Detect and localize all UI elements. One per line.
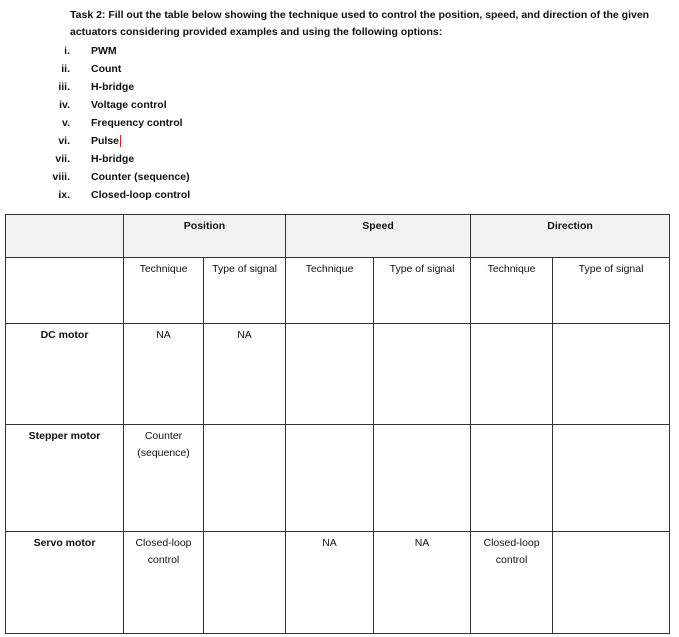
table-cell[interactable]: Closed-loop control	[471, 532, 553, 634]
option-label: H-bridge	[91, 81, 135, 93]
table-cell[interactable]: NA	[286, 532, 374, 634]
table-row	[6, 532, 670, 634]
table-cell[interactable]	[553, 532, 670, 634]
table-cell[interactable]: NA	[124, 324, 204, 425]
table-cell[interactable]	[204, 532, 286, 634]
option-label: Frequency control	[91, 117, 183, 129]
actuator-control-table	[5, 214, 670, 634]
table-row	[6, 324, 670, 425]
option-item	[40, 150, 190, 168]
table-cell[interactable]: Counter (sequence)	[124, 425, 204, 532]
table-cell[interactable]: Closed-loop control	[124, 532, 204, 634]
table-cell[interactable]	[286, 425, 374, 532]
table-cell[interactable]	[471, 425, 553, 532]
group-header-speed: Speed	[286, 215, 471, 258]
subheader-cell: Technique	[124, 258, 204, 324]
option-number: v.	[62, 117, 70, 129]
option-item	[40, 186, 190, 204]
table-cell[interactable]: NA	[374, 532, 471, 634]
subheader-cell: Type of signal	[374, 258, 471, 324]
empty-cell	[6, 258, 124, 324]
corner-cell	[6, 215, 124, 258]
table-cell[interactable]	[471, 324, 553, 425]
row-label: Stepper motor	[6, 425, 124, 532]
option-number: iv.	[59, 99, 70, 111]
subheader-cell: Type of signal	[204, 258, 286, 324]
group-header-direction: Direction	[471, 215, 670, 258]
option-number: viii.	[52, 171, 70, 183]
option-number: vii.	[55, 153, 70, 165]
row-label: DC motor	[6, 324, 124, 425]
option-item	[40, 114, 190, 132]
option-item	[40, 132, 190, 150]
table-cell[interactable]: NA	[204, 324, 286, 425]
option-label: Pulse	[91, 135, 120, 147]
row-label: Servo motor	[6, 532, 124, 634]
option-number: ix.	[58, 189, 70, 201]
table-cell[interactable]	[286, 324, 374, 425]
table-cell[interactable]	[553, 324, 670, 425]
option-item	[40, 78, 190, 96]
option-label: PWM	[91, 45, 117, 57]
option-number: i.	[64, 45, 70, 57]
task-instructions: Task 2: Fill out the table below showing the technique used to control the position, speed, and direction of the given actuators considering provided examples and using the following options:	[70, 9, 650, 38]
option-number: ii.	[61, 63, 70, 75]
table-row	[6, 425, 670, 532]
option-number: vi.	[58, 135, 70, 147]
option-label: Count	[91, 63, 122, 75]
option-label: Closed-loop control	[91, 189, 191, 201]
option-item	[40, 96, 190, 114]
table-cell[interactable]	[553, 425, 670, 532]
subheader-row	[6, 258, 670, 324]
table-cell[interactable]	[374, 425, 471, 532]
subheader-cell: Technique	[286, 258, 374, 324]
subheader-cell: Technique	[471, 258, 553, 324]
options-list	[40, 42, 190, 204]
group-header-row	[6, 215, 670, 258]
option-item	[40, 168, 190, 186]
table-cell[interactable]	[374, 324, 471, 425]
subheader-cell: Type of signal	[553, 258, 670, 324]
text-cursor	[120, 135, 121, 147]
option-label: Voltage control	[91, 99, 167, 111]
group-header-position: Position	[124, 215, 286, 258]
option-item	[40, 42, 190, 60]
option-item	[40, 60, 190, 78]
table-cell[interactable]	[204, 425, 286, 532]
option-label: H-bridge	[91, 153, 135, 165]
option-label: Counter (sequence)	[91, 171, 190, 183]
option-number: iii.	[58, 81, 70, 93]
